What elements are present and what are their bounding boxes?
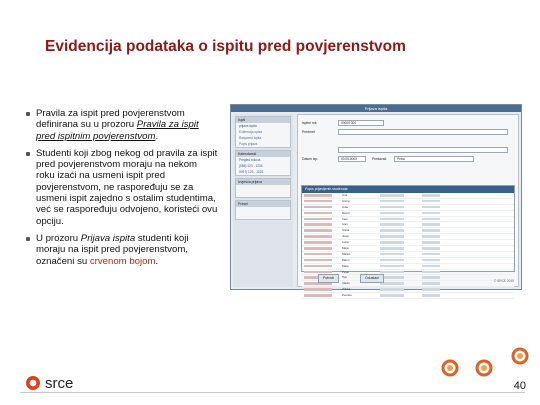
cell-id xyxy=(380,200,404,203)
cell-surname xyxy=(304,253,332,256)
footer-divider xyxy=(20,392,525,393)
cell-name: Luka xyxy=(342,240,349,245)
decor-dot xyxy=(447,365,453,371)
field-input xyxy=(338,147,508,153)
table-row xyxy=(302,293,514,299)
logo-mark xyxy=(30,380,37,387)
cell-name: Tea xyxy=(342,275,347,280)
cancel-button: Odustani xyxy=(360,274,384,283)
bullet-red-text: crvenom bojom xyxy=(89,255,156,267)
cell-surname xyxy=(304,218,332,221)
cell-id xyxy=(380,235,404,238)
slide-title: Evidencija podataka o ispitu pred povjerenstvom xyxy=(45,38,406,55)
cell-surname xyxy=(304,241,332,244)
field-label: Predmet xyxy=(302,130,315,134)
side-panel-title: Ispiti xyxy=(236,117,290,123)
logo-text: srce xyxy=(45,375,74,392)
bullet-text: Studenti koji zbog nekog od pravila za ispit pred povjerenstvom moraju na nekom roku izaći na usmeni ispit pred povjerenstvom, ne raspoređuju se za usmeni ispit zajedno s ostalim studentima, već se raspoređuju odvojeno, koristeći ovu opciju. xyxy=(36,147,218,227)
app-screenshot xyxy=(230,104,522,298)
side-link: Pregled rokova xyxy=(239,158,261,162)
cell-status xyxy=(422,241,440,244)
bullet-link-text: Pravila za ispit pred ispitnim povjerenstvom xyxy=(36,119,199,142)
bullet-text: U prozoru xyxy=(36,232,81,244)
window-titlebar: Prijava ispita xyxy=(231,105,521,112)
field-input xyxy=(338,129,508,135)
cell-status xyxy=(422,247,440,250)
table-header: Popis prijavljenih studenata xyxy=(302,186,514,193)
cell-id xyxy=(380,223,404,226)
cell-status xyxy=(422,223,440,226)
cell-surname xyxy=(304,206,332,209)
side-link: Evidencija upisa xyxy=(239,130,263,134)
cell-surname xyxy=(304,212,332,215)
bullet-text: . xyxy=(155,255,159,267)
cell-name: Ivan xyxy=(342,222,348,227)
cell-status xyxy=(422,253,440,256)
bullet-item xyxy=(26,233,218,267)
cell-name: Ines xyxy=(342,216,348,221)
table-body xyxy=(302,193,514,299)
cell-status xyxy=(422,294,440,297)
bullet-item xyxy=(26,108,218,142)
side-link: 0097) 123 - 1023 xyxy=(239,170,264,174)
cell-name: Marko xyxy=(342,251,351,256)
cell-surname xyxy=(304,294,332,297)
cell-surname xyxy=(304,247,332,250)
cell-status xyxy=(422,200,440,203)
cell-name: Davor xyxy=(342,210,351,215)
cell-name: Petar xyxy=(342,269,350,274)
cell-id xyxy=(380,288,404,291)
side-link: (085) 123 - 1234 xyxy=(239,164,263,168)
cell-surname xyxy=(304,265,332,268)
side-link: Raspored ispita xyxy=(239,136,262,140)
cell-status xyxy=(422,194,440,197)
cell-id xyxy=(380,194,404,197)
cell-name: Ante xyxy=(342,204,349,209)
form-area xyxy=(297,114,519,298)
cell-status xyxy=(422,259,440,262)
cell-status xyxy=(422,206,440,209)
side-link xyxy=(236,213,290,219)
cell-id xyxy=(380,259,404,262)
cell-name: Anica xyxy=(342,198,350,203)
cell-id xyxy=(380,229,404,232)
side-panel-title: Pravni xyxy=(236,201,290,207)
cell-id xyxy=(380,265,404,268)
cell-name: Ana xyxy=(342,193,348,197)
cell-surname xyxy=(304,259,332,262)
side-panel xyxy=(235,150,291,176)
cell-surname xyxy=(304,223,332,226)
cell-name: Marin xyxy=(342,257,350,262)
cell-status xyxy=(422,271,440,274)
cell-id xyxy=(380,218,404,221)
cell-id xyxy=(380,294,404,297)
cell-status xyxy=(422,265,440,268)
side-panel xyxy=(235,200,291,220)
cell-status xyxy=(422,212,440,215)
cell-name: Mate xyxy=(342,263,349,268)
field-input: Petra xyxy=(394,156,474,162)
bullet-list xyxy=(26,108,218,273)
bullet-item xyxy=(26,148,218,227)
side-panel-title: Kalendarski xyxy=(236,151,290,157)
cell-id xyxy=(380,212,404,215)
cell-name: Zrinka xyxy=(342,287,351,292)
cell-surname xyxy=(304,235,332,238)
bullet-text: Pravila za ispit pred povjerenstvom definirana su u prozoru xyxy=(36,108,185,131)
page-number: 40 xyxy=(513,380,526,392)
cell-status xyxy=(422,218,440,221)
cell-name: Josip xyxy=(342,234,350,239)
side-panel xyxy=(235,116,291,148)
cell-id xyxy=(380,253,404,256)
srce-logo xyxy=(24,374,94,392)
field-label: Ispitni rok xyxy=(302,121,317,125)
cell-id xyxy=(380,271,404,274)
status-text: © SRCE 2015 xyxy=(493,279,514,283)
cell-name: Vlado xyxy=(342,281,350,286)
cell-status xyxy=(422,288,440,291)
cell-id xyxy=(380,206,404,209)
side-panel xyxy=(235,178,291,198)
decor-dot xyxy=(517,353,523,359)
cell-surname xyxy=(304,194,332,197)
bullet-text: studenti koji moraju na ispit pred povjerenstvom, označeni su xyxy=(36,232,189,267)
field-input: 00.00.0000 xyxy=(338,156,366,162)
cell-status xyxy=(422,229,440,232)
cell-name: Zvonko xyxy=(342,293,352,298)
cell-id xyxy=(380,247,404,250)
cell-name: Maja xyxy=(342,246,349,251)
cell-surname xyxy=(304,271,332,274)
bullet-italic-text: Prijava ispita xyxy=(80,232,136,244)
cell-status xyxy=(422,235,440,238)
side-link: prijava ispita xyxy=(239,124,257,128)
field-label: Predavač xyxy=(372,157,387,161)
sidebar xyxy=(233,114,293,287)
cell-name: Ivana xyxy=(342,228,350,233)
side-panel-title: Izvješća prijava xyxy=(236,179,290,185)
cell-status xyxy=(422,282,440,285)
field-label: Datum isp. xyxy=(302,157,319,161)
decor-dot xyxy=(481,365,487,371)
cell-id xyxy=(380,241,404,244)
cell-surname xyxy=(304,288,332,291)
field-input: 00000 000 xyxy=(338,120,384,126)
cell-surname xyxy=(304,229,332,232)
bullet-text: . xyxy=(155,130,159,142)
side-link xyxy=(236,191,290,197)
decorative-circles xyxy=(440,344,535,384)
confirm-button: Potvrdi xyxy=(318,274,339,283)
cell-status xyxy=(422,276,440,279)
side-link: Popis prijava xyxy=(239,142,258,146)
cell-surname xyxy=(304,200,332,203)
